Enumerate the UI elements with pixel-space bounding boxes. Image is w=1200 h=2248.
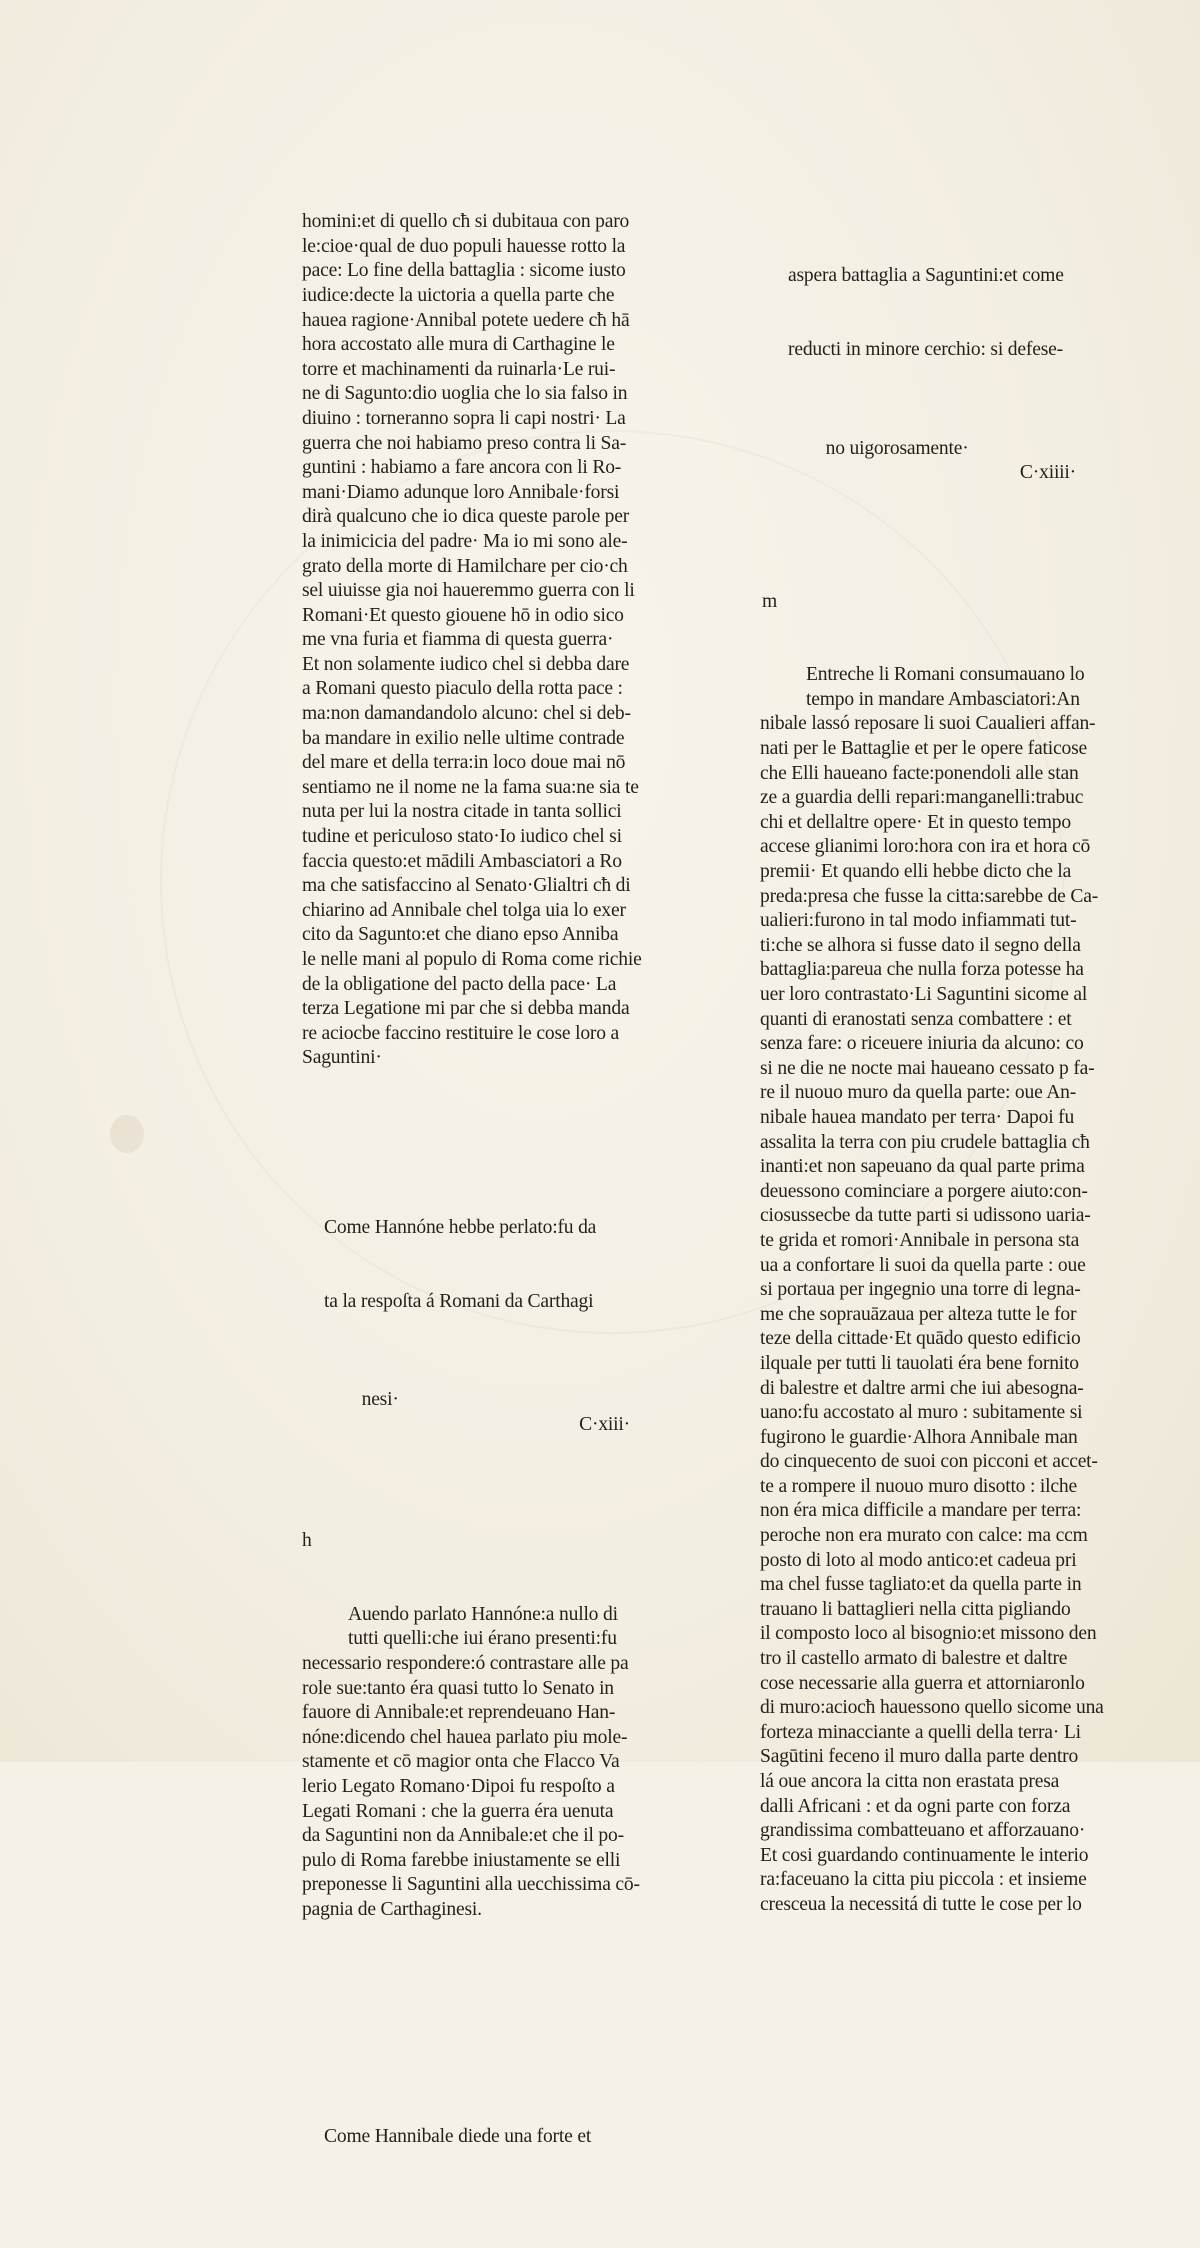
heading-line — [302, 1364, 662, 1435]
text-line: del mare et della terra:in loco doue mai nō — [302, 752, 626, 774]
text-line: re aciocbe faccino restituire le cose loro a — [302, 1022, 620, 1044]
text-line: assalita la terra con piu crudele battaglia cħ — [760, 1131, 1090, 1153]
chapter-heading-13 — [302, 1167, 662, 1438]
text-line: diuino : torneranno sopra li capi nostri· La — [302, 407, 626, 429]
text-line: nuta per lui la nostra citade in tanta sollici — [302, 801, 622, 823]
guide-letter: h — [302, 1530, 312, 1552]
text-line: che Elli haueano facte:ponendoli alle stan — [760, 762, 1079, 784]
text-line: me che soprauāzaua per alteza tutte le for — [760, 1303, 1077, 1325]
chapter-heading-14-continued — [760, 215, 1120, 486]
text-line: chi et dellaltre opere· Et in questo tempo — [760, 811, 1071, 833]
text-line: pulo di Roma farebbe iniustamente se elli — [302, 1849, 621, 1871]
heading-line-text: nesi· — [361, 1389, 399, 1411]
text-line: tutti quelli:che iui érano presenti:fu — [348, 1628, 617, 1650]
text-line: il composto loco al bisognio:et missono den — [760, 1623, 1097, 1645]
text-line: nóne:dicendo chel hauea parlato piu mole- — [302, 1726, 628, 1748]
left-column — [302, 161, 662, 2248]
heading-line: ta la respoſta á Romani da Carthagi — [324, 1290, 594, 1312]
text-line: ra:faceuano la citta piu piccola : et insieme — [760, 1869, 1087, 1891]
text-line: pace: Lo fine della battaglia : sicome iusto — [302, 260, 626, 282]
text-line: cito da Sagunto:et che diano epso Anniba — [302, 924, 619, 946]
text-line: nibale hauea mandato per terra· Dapoi fu — [760, 1106, 1075, 1128]
text-line: Sagūtini feceno il muro dalla parte dentro — [760, 1746, 1079, 1768]
text-line: inanti:et non sapeuano da qual parte prima — [760, 1156, 1085, 1178]
text-line: dalli Africani : et da ogni parte con forza — [760, 1795, 1071, 1817]
text-line: preda:presa che fusse la citta:sarebbe de Ca- — [760, 885, 1099, 907]
text-line: te a rompere il nuouo muro disotto : ilche — [760, 1475, 1078, 1497]
text-line: tro il castello armato di balestre et daltre — [760, 1648, 1068, 1670]
text-line: teze della cittade·Et quādo questo edificio — [760, 1328, 1081, 1350]
text-line: quanti di eranostati senza combattere : et — [760, 1008, 1072, 1030]
text-line: te grida et romori·Annibale in persona sta — [760, 1229, 1080, 1251]
text-line: ciosussecbe da tutte parti si udissono uaria- — [760, 1205, 1091, 1227]
text-line: guntini : habiamo a fare ancora con li Ro- — [302, 457, 622, 479]
text-line: battaglia:pareua che nulla forza potesse ha — [760, 959, 1084, 981]
text-line: Saguntini· — [302, 1047, 382, 1069]
text-line: role sue:tanto éra quasi tutto lo Senato in — [302, 1677, 614, 1699]
text-line: si portaua per ingegnio una torre di legna- — [760, 1279, 1081, 1301]
text-line: ti:che se alhora si fusse dato il segno della — [760, 934, 1081, 956]
text-line: Entreche li Romani consumauano lo — [806, 664, 1085, 686]
paper-stain — [110, 1115, 144, 1153]
right-column — [760, 166, 1120, 2016]
text-line: re il nuouo muro da quella parte: oue An- — [760, 1082, 1077, 1104]
text-line: ma che satisfaccino al Senato·Glialtri cħ di — [302, 875, 631, 897]
heading-line: Come Hannóne hebbe perlato:fu da — [324, 1216, 597, 1238]
text-line: peroche non era murato con calce: ma ccm — [760, 1525, 1088, 1547]
heading-line: Come Hannibale diede una forte et — [324, 2125, 592, 2147]
text-line: fauore di Annibale:et reprendeuano Han- — [302, 1702, 616, 1724]
text-line: ne di Sagunto:dio uoglia che lo sia falso in — [302, 383, 628, 405]
text-line: nibale lassó reposare li suoi Caualieri affan- — [760, 713, 1096, 735]
text-line: uano:fu accostato al muro : subitamente si — [760, 1402, 1083, 1424]
text-line: me vna furia et fiamma di questa guerra· — [302, 629, 614, 651]
text-line: ua a confortare li suoi da quella parte : oue — [760, 1254, 1086, 1276]
text-line: mani·Diamo adunque loro Annibale·forsi — [302, 481, 620, 503]
text-line: homini:et di quello cħ si dubitaua con paro — [302, 211, 630, 233]
text-line: Et cosi guardando continuamente le interio — [760, 1844, 1089, 1866]
text-line: Auendo parlato Hannóne:a nullo di — [348, 1603, 618, 1625]
text-line: lerio Legato Romano·Dipoi fu respoſto a — [302, 1776, 615, 1797]
text-line: premii· Et quando elli hebbe dicto che la — [760, 861, 1072, 883]
text-line: accese glianimi loro:hora con ira et hora cō — [760, 836, 1091, 858]
text-line: do cinquecento de suoi con picconi et accet- — [760, 1451, 1098, 1473]
guide-letter: m — [762, 590, 778, 612]
text-line: forteza minacciante a quelli della terra· Li — [760, 1721, 1081, 1743]
text-line: faccia questo:et mādili Ambasciatori a Ro — [302, 850, 622, 872]
text-line: lá oue ancora la citta non erastata presa — [760, 1771, 1060, 1792]
text-line: ba mandare in exilio nelle ultime contrade — [302, 727, 625, 749]
text-line: la inimicicia del padre· Ma io mi sono ale- — [302, 530, 628, 552]
text-line: ilquale per tutti li tauolati éra bene fornito — [760, 1352, 1079, 1374]
text-line: si ne die ne nocte mai haueano cessato p fa- — [760, 1057, 1095, 1079]
text-line: hauea ragione·Annibal potete uedere cħ hā — [302, 309, 630, 331]
paragraph-1 — [302, 210, 662, 1071]
text-line: trauano li battaglieri nella citta pigliando — [760, 1598, 1071, 1620]
text-line: cresceua la necessitá di tutte le cose per lo — [760, 1893, 1082, 1915]
chapter-heading-14-start — [302, 2076, 662, 2199]
text-line: ze a guardia delli repari:manganelli:trabuc — [760, 787, 1084, 809]
chapter-number: C·xiiii· — [1019, 462, 1076, 484]
text-line: nati per le Battaglie et per le opere faticose — [760, 738, 1087, 760]
text-line: terza Legatione mi par che si debba manda — [302, 998, 630, 1020]
text-line: fugirono le guardie·Alhora Annibale man — [760, 1426, 1078, 1448]
paragraph-2 — [302, 1529, 662, 1972]
text-line: senza fare: o riceuere iniuria da alcuno: co — [760, 1033, 1084, 1055]
text-line: chiarino ad Annibale chel tolga uia lo exer — [302, 899, 626, 921]
text-line: a Romani questo piaculo della rotta pace : — [302, 678, 623, 700]
chapter-number: C·xiii· — [579, 1413, 630, 1435]
text-line: de la obligatione del pacto della pace· La — [302, 973, 617, 995]
text-line: guerra che noi habiamo preso contra li Sa- — [302, 432, 627, 454]
heading-line-text: no uigorosamente· — [825, 437, 969, 459]
text-line: tempo in mandare Ambasciatori:An — [806, 688, 1080, 710]
text-line: ma chel fusse tagliato:et da quella parte in — [760, 1574, 1082, 1596]
text-line: posto di loto al modo antico:et cadeua pri — [760, 1549, 1077, 1571]
text-line: stamente et cō magior onta che Flacco Va — [302, 1751, 620, 1773]
text-line: ma:non damandandolo alcuno: chel si deb- — [302, 703, 631, 725]
paragraph-3 — [760, 590, 1120, 1967]
text-line: di balestre et daltre armi che iui abesogna- — [760, 1377, 1084, 1399]
text-line: sel uiuisse gia noi haueremmo guerra con li — [302, 580, 635, 602]
text-line: cose necessarie alla guerra et attorniaronlo — [760, 1672, 1085, 1694]
text-line: di muro:aciocħ hauessono quello sicome una — [760, 1697, 1104, 1719]
heading-line — [788, 412, 1120, 484]
heading-line: reducti in minore cerchio: si defese- — [788, 339, 1063, 361]
text-line: Et non solamente iudico chel si debba dare — [302, 653, 630, 675]
text-line: tudine et periculoso stato·Io iudico chel si — [302, 826, 622, 848]
text-line: pagnia de Carthaginesi. — [302, 1898, 482, 1920]
text-line: Legati Romani : che la guerra éra uenuta — [302, 1800, 614, 1822]
heading-line: aspera battaglia a Saguntini:et come — [788, 265, 1064, 287]
text-line: le:cioe·qual de duo populi hauesse rotto la — [302, 235, 626, 257]
text-line: da Saguntini non da Annibale:et che il po- — [302, 1825, 624, 1847]
text-line: necessario respondere:ó contrastare alle pa — [302, 1653, 629, 1675]
text-line: uer loro contrastato·Li Saguntini sicome al — [760, 984, 1088, 1005]
text-line: grato della morte di Hamilchare per cio·ch — [302, 555, 628, 577]
text-line: deuessono cominciare a porgere aiuto:con- — [760, 1180, 1088, 1202]
text-line: torre et machinamenti da ruinarla·Le rui- — [302, 358, 616, 380]
text-line: hora accostato alle mura di Carthagine le — [302, 334, 615, 356]
text-line: Romani·Et questo giouene hō in odio sico — [302, 604, 624, 626]
text-line: le nelle mani al populo di Roma come richie — [302, 949, 642, 970]
text-line: iudice:decte la uictoria a quella parte che — [302, 284, 615, 306]
text-line: ualieri:furono in tal modo infiammati tut- — [760, 910, 1077, 932]
text-line: sentiamo ne il nome ne la fama sua:ne sia te — [302, 776, 639, 798]
text-line: grandissima combatteuano et afforzauano· — [760, 1820, 1086, 1842]
text-line: preponesse li Saguntini alla uecchissima cō- — [302, 1874, 640, 1896]
text-line: dirà qualcuno che io dica queste parole per — [302, 506, 630, 528]
text-line: non éra mica difficile a mandare per terra: — [760, 1500, 1082, 1522]
